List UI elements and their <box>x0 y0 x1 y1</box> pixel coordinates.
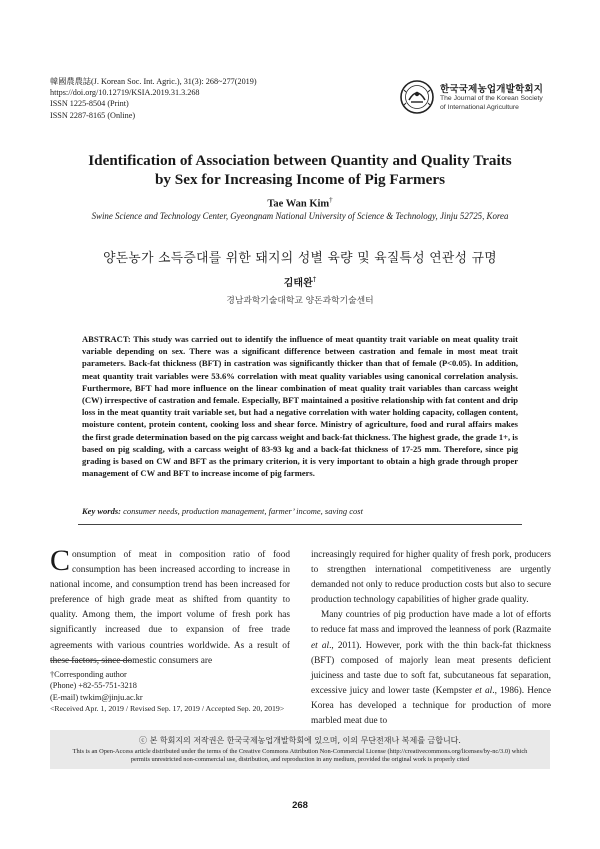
body-column-right <box>311 548 551 729</box>
keywords <box>82 506 518 516</box>
corresponding-mark: † <box>329 196 333 204</box>
corresponding-author: †Corresponding author <box>50 670 127 679</box>
article-title-ko: 양돈농가 소득증대를 위한 돼지의 성별 육량 및 육질특성 연관성 규명 <box>103 251 497 266</box>
society-name-ko: 한국국제농업개발학회지 <box>440 84 544 95</box>
keywords-divider <box>78 524 522 525</box>
license-box <box>50 730 550 769</box>
author-affiliation: Swine Science and Technology Center, Gyeongnam National University of Science & Technology, Jinju 52725, Korea <box>91 211 509 221</box>
intro-paragraph: Consumption of meat in composition ratio of food consumption has been increased according to increase in national income, and consumption trend has been increased for preference of high grade meat as shifted from quantity to quality. Among them, the import volume of fresh pork has significantly increased due to expansion of free trade agreements with various countries worldwide. As a result of these factors, since domestic consumers are <box>50 544 290 666</box>
received-dates: <Received Apr. 1, 2019 / Revised Sep. 17, 2019 / Accepted Sep. 20, 2019> <box>50 704 285 714</box>
author-phone: (Phone) +82-55-751-3218 <box>50 681 137 691</box>
abstract: ABSTRACT: This study was carried out to identify the influence of meat quantity trait variable on meat quality trait variable depending on sex. There was a significant difference between castration and female in most meat trait parameters. Back-fat thickness (BFT) in castration was significantly thicker than that of female (P<0.05). In addition, meat quantity trait variables were 53.6% correlation with meat quality variables using canonical correlation analysis. Furthermore, BFT had more influence on the linear combination of meat quality trait variables than carcass weight (CW) irrespective of castration and female. Especially, BFT maintained a positive relationship with fat content and drip loss in the meat quantity trait variable set, but had a negative correlation with water holding capacity, collagen content, moisture content, protein content, cooking loss and shear force. Ministry of agriculture, food and rural affairs makes the first grade determination based on the pig carcass weight and back-fat thickness. The highest grade, the grade 1+, is based on pig scalding, with a carcass weight of 83-93 kg and a back-fat thickness of 17-25 mm. Therefore, since pig grading is based on CW and BFT as the primary criterion, it is very important to obtain a high grade through proper management of CW and BFT to increase income of pig farmers. <box>82 334 518 479</box>
author-email[interactable]: (E-mail) twkim@jinju.ac.kr <box>50 692 143 702</box>
license-text: This is an Open-Access article distributed under the terms of the Creative Commons Attribution Non-Commercial License (http://creativecommons.org/licenses/by-nc/3.0) which permits unrestricted non-commercial use, distribution, and reproduction in any medium, provided the original work is properly cited <box>72 748 528 764</box>
doi-link[interactable]: https://doi.org/10.12719/KSIA.2019.31.3.268 <box>50 88 200 98</box>
society-seal-icon <box>400 80 434 114</box>
body-column-left <box>50 544 290 669</box>
copyright-notice-ko: ⓒ 본 학회지의 저작권은 한국국제농업개발학회에 있으며, 이의 무단전재나 복제를 금합니다. <box>139 736 461 745</box>
footnote <box>50 669 300 715</box>
author-affiliation-ko: 경남과학기술대학교 양돈과학기술센터 <box>226 296 374 306</box>
body-paragraph: increasingly required for higher quality of fresh pork, producers to strengthen international competitiveness are urgently demanded not only to reduce production costs but also to secure production technology capabilities of higher grade quality. <box>311 550 551 606</box>
journal-citation: 韓國農農誌(J. Korean Soc. Int. Agric.), 31(3): 268~277(2019) <box>50 77 257 86</box>
author-name-ko: 김태완† <box>283 275 317 289</box>
author-name: Tae Wan Kim† <box>267 196 333 210</box>
issn-print: ISSN 1225-8504 (Print) <box>50 99 129 109</box>
society-name-en: The Journal of the Korean Society of International Agriculture <box>440 95 543 111</box>
keywords-list: consumer needs, production management, farmer’ income, saving cost <box>123 506 363 516</box>
society-logo <box>400 80 575 116</box>
drop-cap: C <box>50 544 71 577</box>
article-title: Identification of Association between Quantity and Quality Traits by Sex for Increasing Income of Pig Farmers <box>88 152 512 188</box>
keywords-label: Key words: <box>82 506 121 516</box>
issn-online: ISSN 2287-8165 (Online) <box>50 110 136 120</box>
body-paragraph: Many countries of pig production have made a lot of efforts to reduce fat mass and improved the leanness of pork (Razmaite et al., 2011). However, pork with the thin back-fat thickness (BFT) composed of majorly lean meat presents deficient juiciness and taste due to soft fat, subcutaneous fat separation, excessive juicy and lower taste (Kempster et al., 1986). Hence Korea has developed a technique for production of more marbled meat due to <box>311 610 552 727</box>
footnote-divider <box>50 660 132 661</box>
journal-header <box>50 76 257 121</box>
page-number: 268 <box>292 800 308 811</box>
